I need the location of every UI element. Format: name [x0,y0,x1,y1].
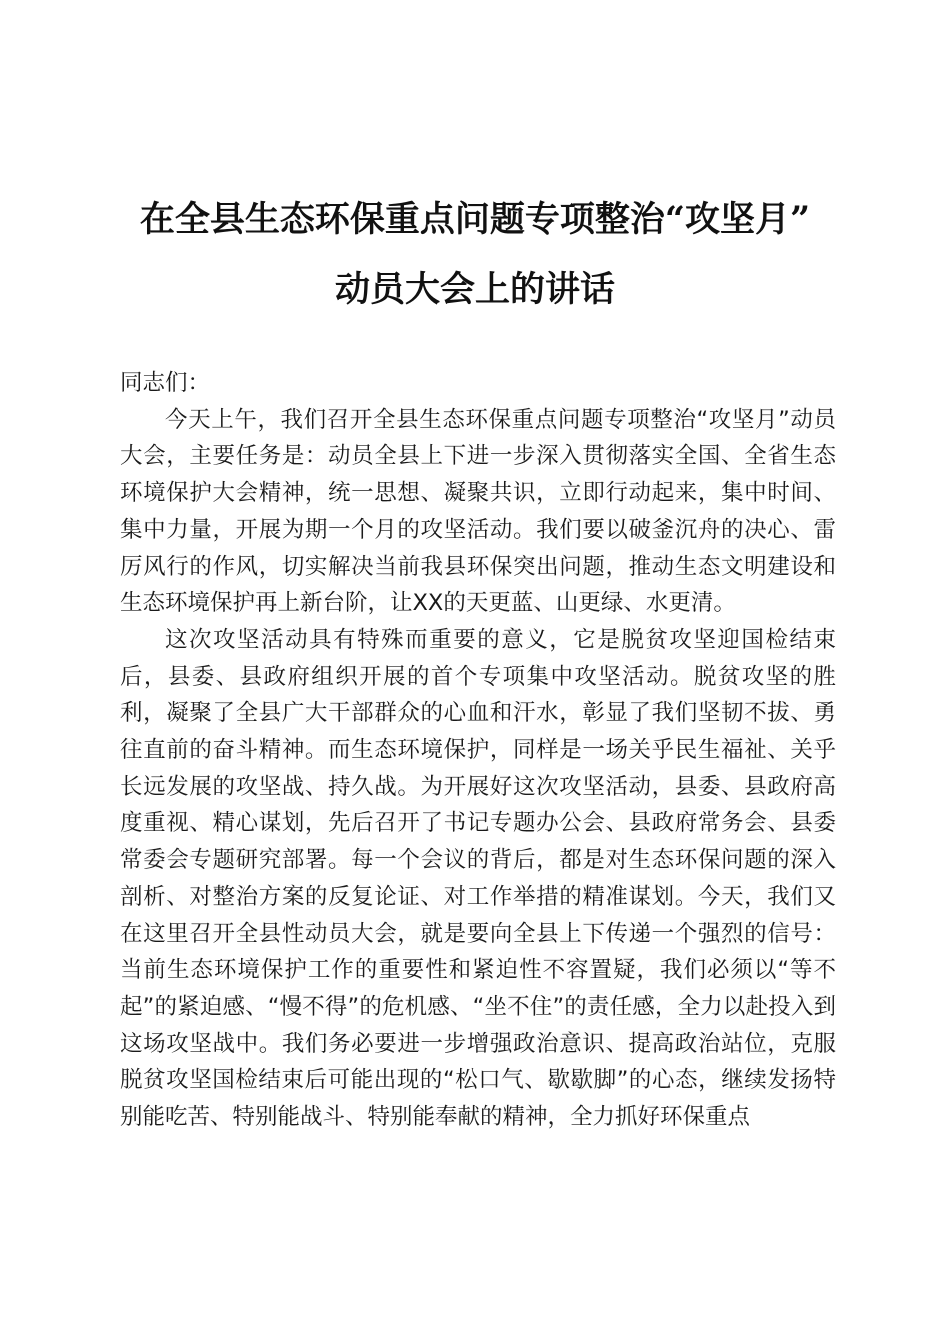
paragraph-2: 这次攻坚活动具有特殊而重要的意义，它是脱贫攻坚迎国检结束后，县委、县政府组织开展的首个专项集中攻坚活动。脱贫攻坚的胜利，凝聚了全县广大干部群众的心血和汗水，彰显了我们坚韧不拔、勇往直前的奋斗精神。而生态环境保护，同样是一场关乎民生福祉、关乎长远发展的攻坚战、持久战。为开展好这次攻坚活动，县委、县政府高度重视、精心谋划，先后召开了书记专题办公会、县政府常务会、县委常委会专题研究部署。每一个会议的背后，都是对生态环保问题的深入剖析、对整治方案的反复论证、对工作举措的精准谋划。今天，我们又在这里召开全县性动员大会，就是要向全县上下传递一个强烈的信号：当前生态环境保护工作的重要性和紧迫性不容置疑，我们必须以“等不起”的紧迫感、“慢不得”的危机感、“坐不住”的责任感，全力以赴投入到这场攻坚战中。我们务必要进一步增强政治意识、提高政治站位，克服脱贫攻坚国检结束后可能出现的“松口气、歇歇脚”的心态，继续发扬特别能吃苦、特别能战斗、特别能奉献的精神，全力抓好环保重点 [120,626,836,1131]
document-title-line-1: 在全县生态环保重点问题专项整治“攻坚月” [139,199,811,240]
document-title-line-2: 动员大会上的讲话 [334,269,615,310]
paragraph-1: 今天上午，我们召开全县生态环保重点问题专项整治“攻坚月”动员大会，主要任务是：动员全县上下进一步深入贯彻落实全国、全省生态环境保护大会精神，统一思想、凝聚共识，立即行动起来，集中时间、集中力量，开展为期一个月的攻坚活动。我们要以破釜沉舟的决心、雷厉风行的作风，切实解决当前我县环保突出问题，推动生态文明建设和生态环境保护再上新台阶，让XX的天更蓝、山更绿、水更清。 [120,406,836,617]
document-body [120,365,836,1136]
salutation: 同志们： [120,370,211,396]
